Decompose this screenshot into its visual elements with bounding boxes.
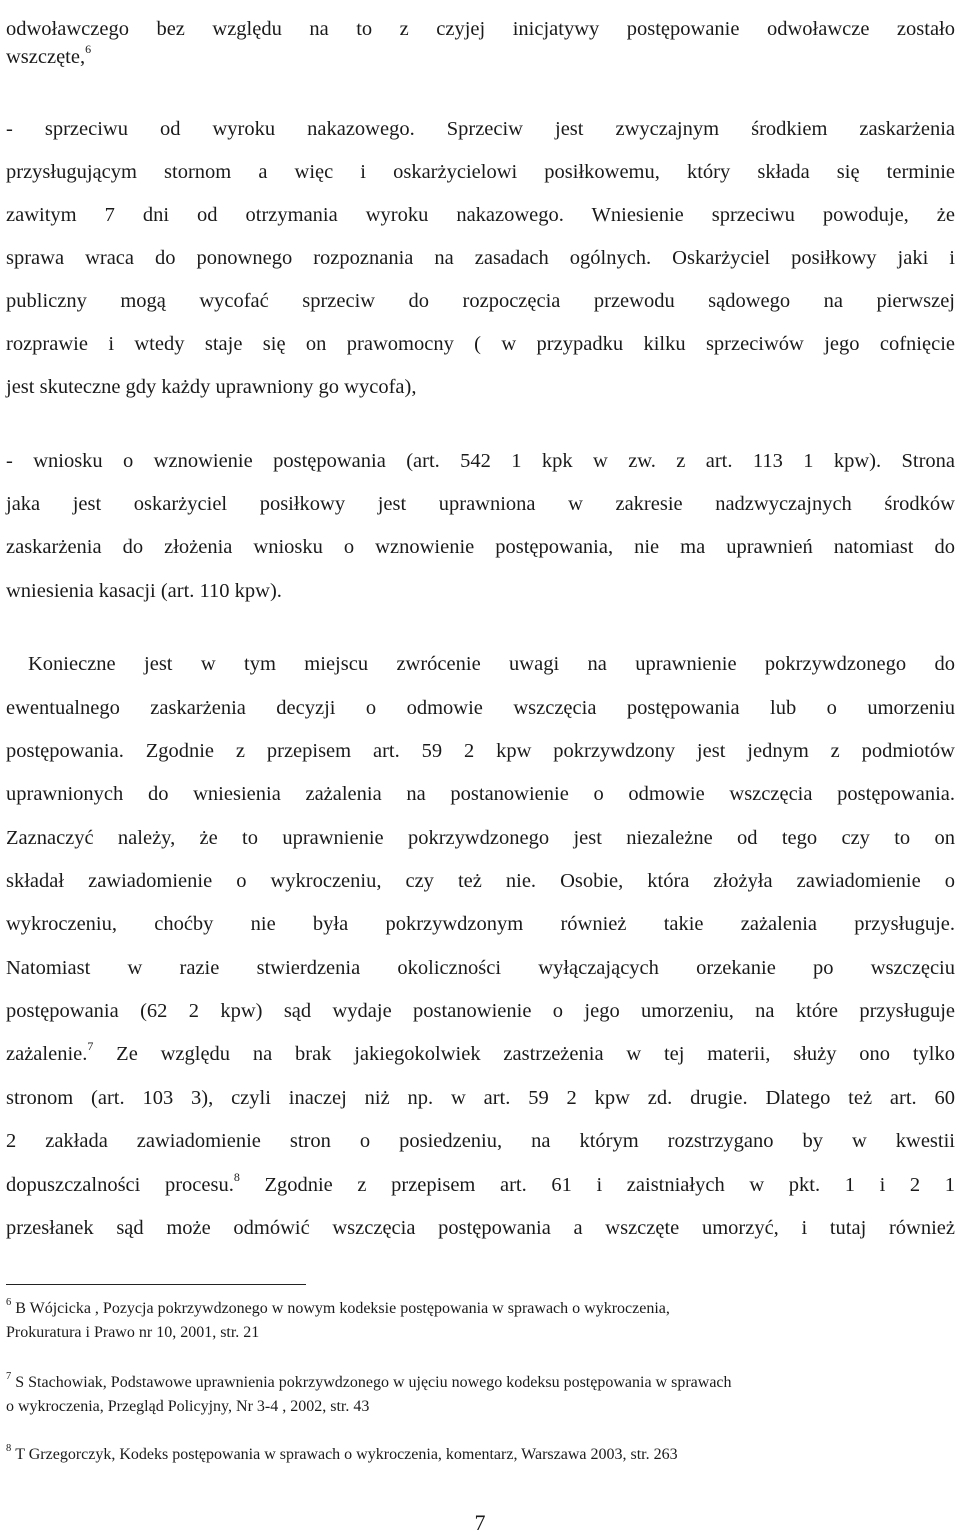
- footnote-ref: 8: [233, 1170, 240, 1184]
- text-line: stronom (art. 103 3), czyli inaczej niż np. w art. 59 2 kpw zd. drugie. Dlatego też art. 60: [6, 1087, 955, 1109]
- footnote-continuation: o wykroczenia, Przegląd Policyjny, Nr 3-4 , 2002, str. 43: [6, 1398, 370, 1415]
- text-line: wszczęte,$^6$: [6, 42, 92, 68]
- text-line: publiczny mogą wycofać sprzeciw do rozpoczęcia przewodu sądowego na pierwszej: [6, 290, 955, 312]
- text-line: przysługującym stornom a więc i oskarżycielowi posiłkowemu, który składa się terminie: [6, 161, 955, 183]
- footnote: $^7$ S Stachowiak, Podstawowe uprawnienia pokrzywdzonego w ujęciu nowego kodeksu postępowania w sprawach: [6, 1371, 732, 1391]
- text-line: wniesienia kasacji (art. 110 kpw).: [6, 580, 282, 602]
- text-line: zawitym 7 dni od otrzymania wyroku nakazowego. Wniesienie sprzeciwu powoduje, że: [6, 204, 955, 226]
- text-line: postępowania. Zgodnie z przepisem art. 59 2 kpw pokrzywdzony jest jednym z podmiotów: [6, 740, 955, 762]
- text-line: Zaznaczyć należy, że to uprawnienie pokrzywdzonego jest niezależne od tego czy to on: [6, 827, 955, 849]
- footnote: $^8$ T Grzegorczyk, Kodeks postępowania w sprawach o wykroczenia, komentarz, Warszawa 2003, str. 263: [6, 1443, 678, 1463]
- text-line: sprawa wraca do ponownego rozpoznania na zasadach ogólnych. Oskarżyciel posiłkowy jaki i: [6, 247, 955, 269]
- text-line: rozprawie i wtedy staje się on prawomocny ( w przypadku kilku sprzeciwów jego cofnięcie: [6, 333, 955, 355]
- text-line: 2 zakłada zawiadomienie stron o posiedzeniu, na którym rozstrzygano by w kwestii: [6, 1130, 955, 1152]
- text-line: jaka jest oskarżyciel posiłkowy jest uprawniona w zakresie nadzwyczajnych środków: [6, 493, 955, 515]
- text-line: wykroczeniu, choćby nie była pokrzywdzonym również takie zażalenia przysługuje.: [6, 913, 955, 935]
- text-line: przesłanek sąd może odmówić wszczęcia postępowania a wszczęte umorzyć, i tutaj również: [6, 1217, 955, 1239]
- text-line: Konieczne jest w tym miejscu zwrócenie uwagi na uprawnienie pokrzywdzonego do: [28, 653, 955, 675]
- text-line: - wniosku o wznowienie postępowania (art. 542 1 kpk w zw. z art. 113 1 kpw). Strona: [6, 450, 955, 472]
- text-line: zaskarżenia do złożenia wniosku o wznowienie postępowania, nie ma uprawnień natomiast do: [6, 536, 955, 558]
- footnote-ref: 6: [85, 42, 92, 56]
- footnote-continuation: Prokuratura i Prawo nr 10, 2001, str. 21: [6, 1324, 260, 1341]
- text-line: Natomiast w razie stwierdzenia okoliczności wyłączających orzekanie po wszczęciu: [6, 957, 955, 979]
- footnote: $^6$ B Wójcicka , Pozycja pokrzywdzonego w nowym kodeksie postępowania w sprawach o wykroczenia,: [6, 1297, 670, 1317]
- footnote-separator: [6, 1284, 306, 1285]
- text-line: dopuszczalności procesu.$^8$ Zgodnie z przepisem art. 61 i zaistniałych w pkt. 1 i 2 1: [6, 1170, 956, 1196]
- text-line: ewentualnego zaskarżenia decyzji o odmowie wszczęcia postępowania lub o umorzeniu: [6, 697, 955, 719]
- text-line: odwoławczego bez względu na to z czyjej inicjatywy postępowanie odwoławcze zostało: [6, 18, 955, 40]
- text-line: - sprzeciwu od wyroku nakazowego. Sprzeciw jest zwyczajnym środkiem zaskarżenia: [6, 118, 955, 140]
- text-line: jest skuteczne gdy każdy uprawniony go wycofa),: [6, 376, 417, 398]
- page-number: 7: [474, 1510, 486, 1535]
- text-line: składał zawiadomienie o wykroczeniu, czy też nie. Osobie, która złożyła zawiadomienie o: [6, 870, 955, 892]
- text-line: postępowania (62 2 kpw) sąd wydaje postanowienie o jego umorzeniu, na które przysługuje: [6, 1000, 955, 1022]
- text-line: uprawnionych do wniesienia zażalenia na postanowienie o odmowie wszczęcia postępowania.: [6, 783, 955, 805]
- footnote-ref: 7: [87, 1039, 94, 1053]
- text-line: zażalenie.$^7$ Ze względu na brak jakiegokolwiek zastrzeżenia w tej materii, służy ono tylko: [6, 1039, 955, 1065]
